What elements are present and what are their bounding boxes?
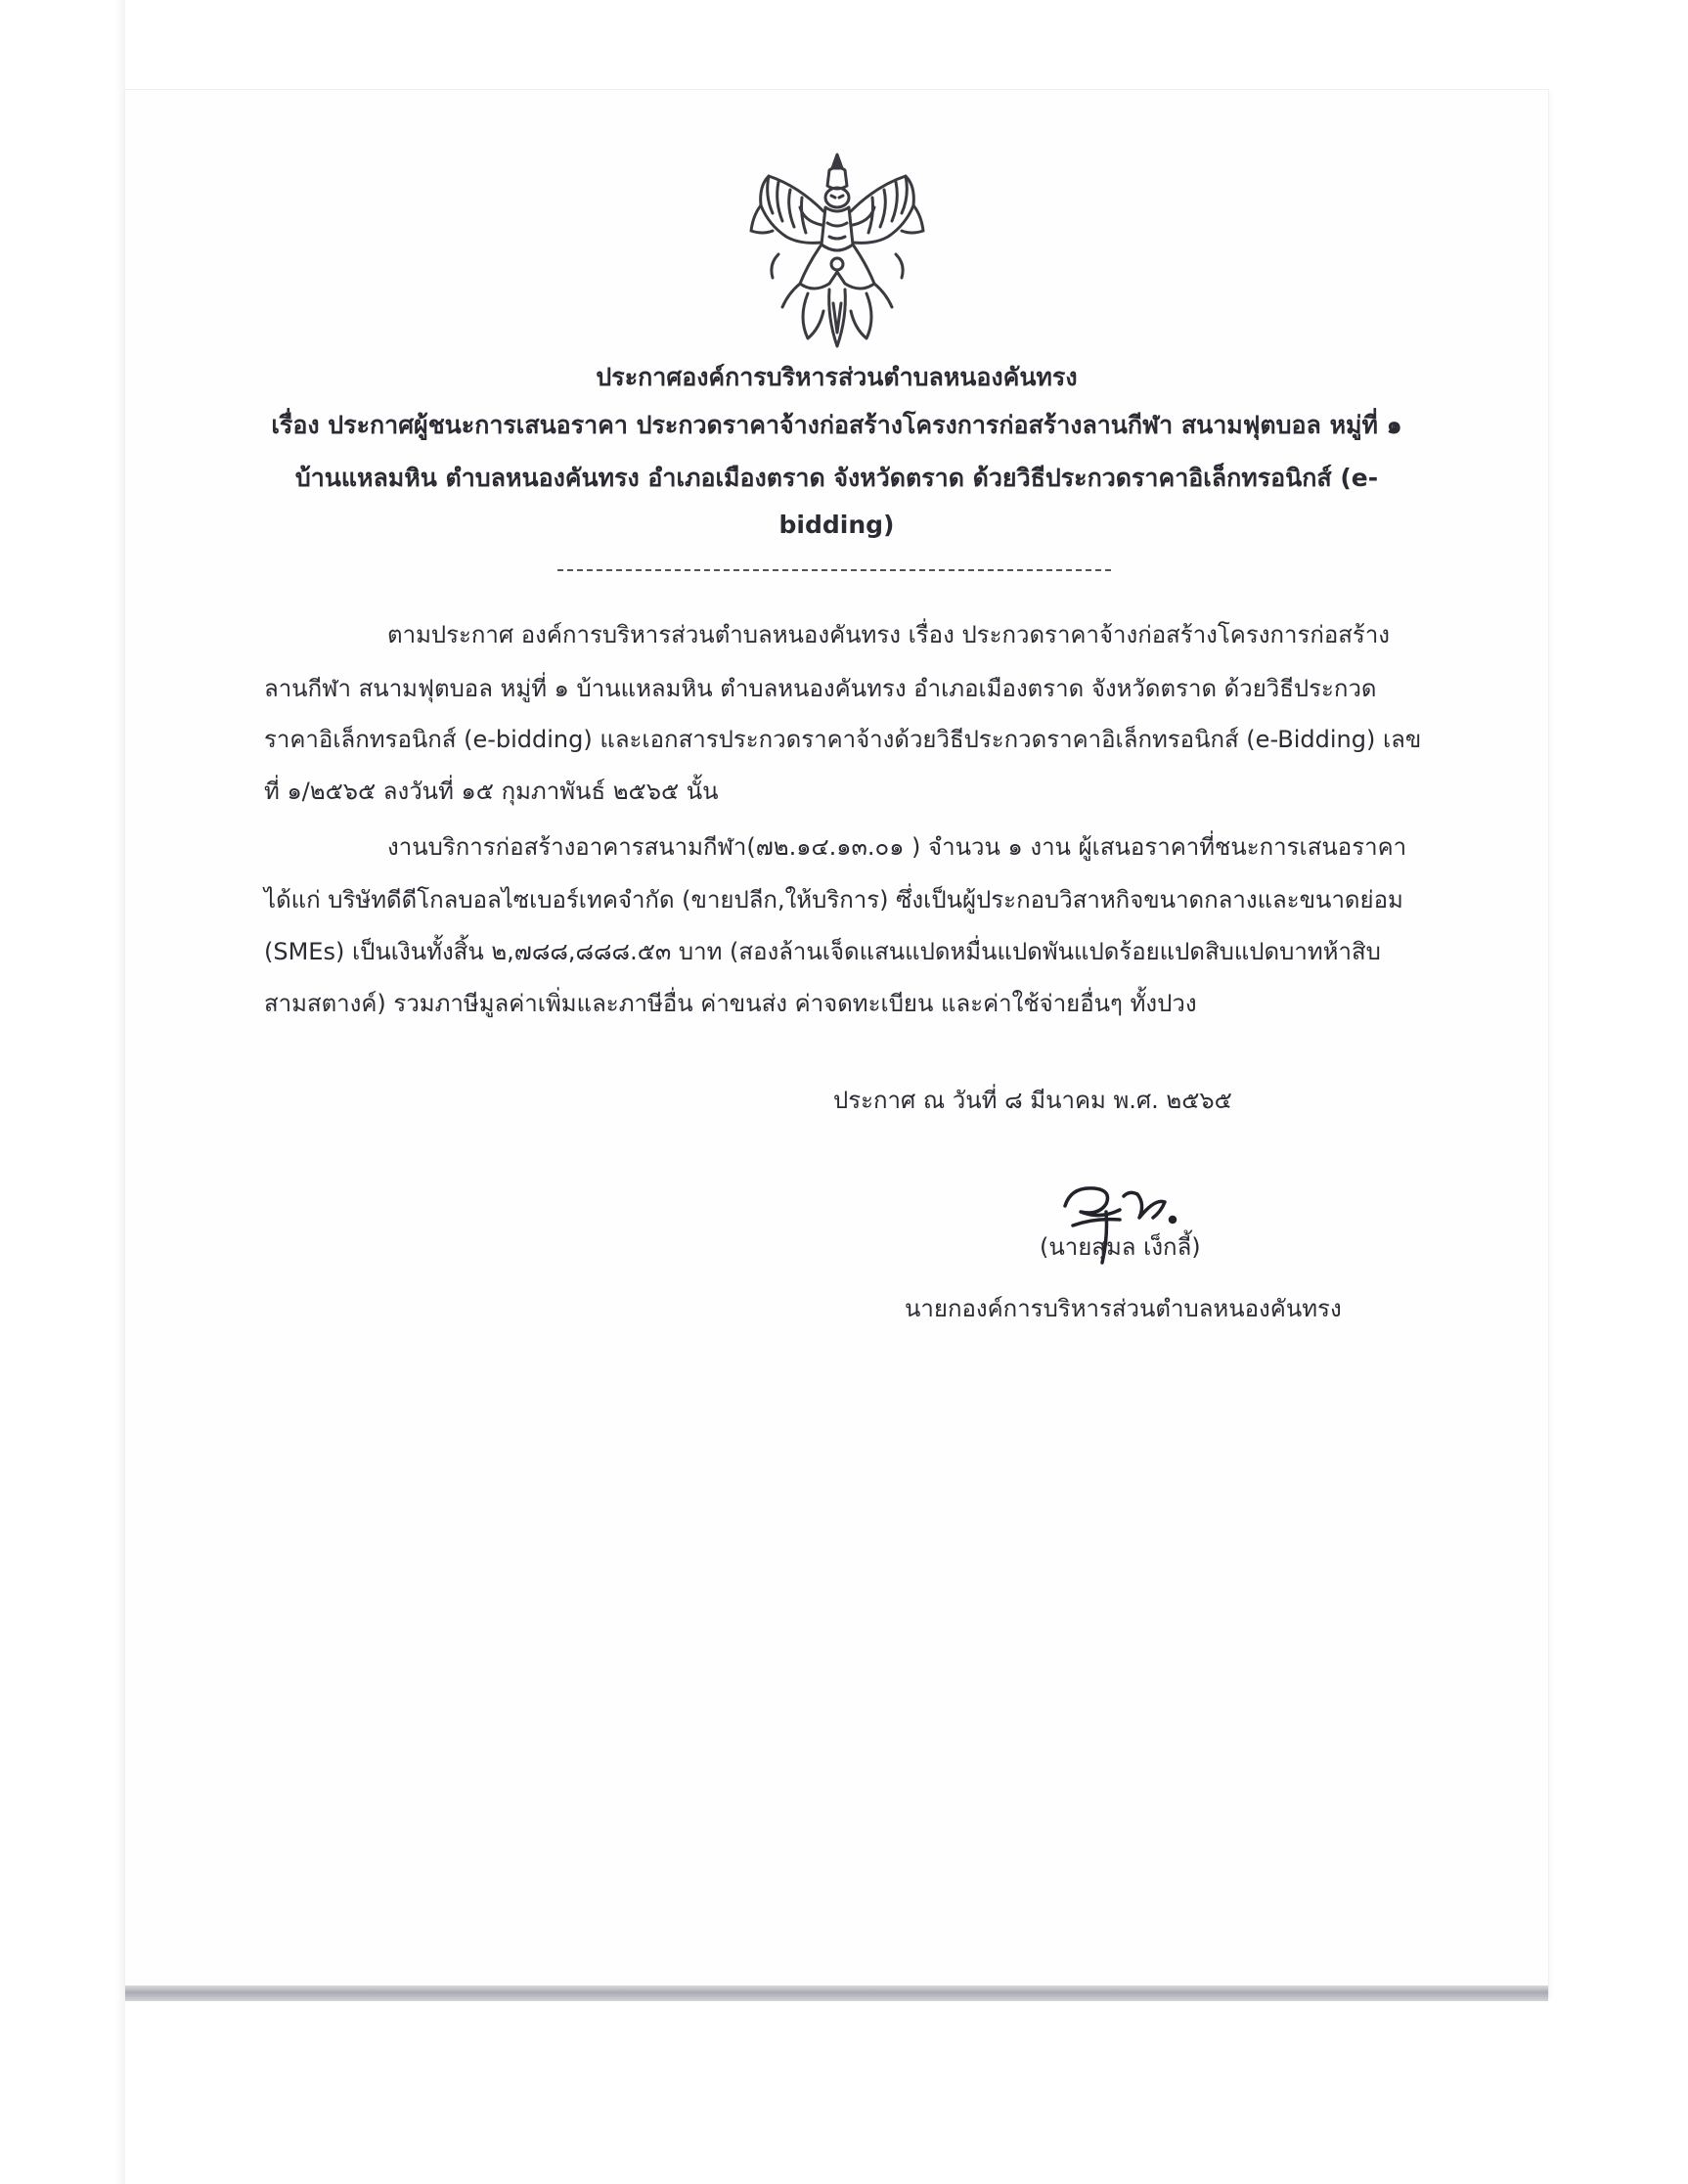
- paragraph-2-line-3: (SMEs) เป็นเงินทั้งสิ้น ๒,๗๘๘,๘๘๘.๕๓ บาท (สองล้านเจ็ดแสนแปดหมื่นแปดพันแปดร้อยแปดสิบแปดบาทห้าสิบ: [264, 938, 1381, 965]
- announcement-date: ประกาศ ณ วันที่ ๘ มีนาคม พ.ศ. ๒๕๖๕: [833, 1087, 1232, 1114]
- signer-name: (นายสุมล เง็กลี้): [1040, 1233, 1201, 1261]
- announcement-title: ประกาศองค์การบริหารส่วนตำบลหนองคันทรง: [596, 363, 1078, 391]
- header-divider: [557, 569, 1111, 571]
- subject-line-2: บ้านแหลมหิน ตำบลหนองคันทรง อำเภอเมืองตราด จังหวัดตราด ด้วยวิธีประกวดราคาอิเล็กทรอนิกส์ (e-: [294, 464, 1379, 492]
- page-bottom-edge: [125, 1985, 1548, 2001]
- paragraph-2-line-1: งานบริการก่อสร้างอาคารสนามกีฬา(๗๒.๑๔.๑๓.๐๑ ) จำนวน ๑ งาน ผู้เสนอราคาที่ชนะการเสนอราคา: [387, 833, 1407, 861]
- signer-title: นายกองค์การบริหารส่วนตำบลหนองคันทรง: [905, 1295, 1342, 1322]
- paragraph-2-line-4: สามสตางค์) รวมภาษีมูลค่าเพิ่มและภาษีอื่น ค่าขนส่ง ค่าจดทะเบียน และค่าใช้จ่ายอื่นๆ ทั้งปวง: [264, 990, 1197, 1017]
- subject-line-1: เรื่อง ประกาศผู้ชนะการเสนอราคา ประกวดราคาจ้างก่อสร้างโครงการก่อสร้างลานกีฬา สนามฟุตบอล หมู่ที่ ๑: [271, 411, 1402, 439]
- paragraph-1-line-4: ที่ ๑/๒๕๖๕ ลงวันที่ ๑๕ กุมภาพันธ์ ๒๕๖๕ นั้น: [264, 778, 719, 805]
- scan-background-left: [0, 0, 125, 2184]
- paragraph-2-line-2: ได้แก่ บริษัทดีดีโกลบอลไซเบอร์เทคจำกัด (ขายปลีก,ให้บริการ) ซึ่งเป็นผู้ประกอบวิสาหกิจขนาดกลางและขนาดย่อม: [264, 886, 1403, 914]
- garuda-emblem-icon: [739, 147, 935, 352]
- paragraph-1-line-3: ราคาอิเล็กทรอนิกส์ (e-bidding) และเอกสารประกวดราคาจ้างด้วยวิธีประกวดราคาอิเล็กทรอนิกส์ (e-Bidding) เลข: [264, 726, 1422, 753]
- subject-line-3: bidding): [778, 511, 895, 539]
- paragraph-1-line-1: ตามประกาศ องค์การบริหารส่วนตำบลหนองคันทรง เรื่อง ประกวดราคาจ้างก่อสร้างโครงการก่อสร้าง: [387, 621, 1391, 648]
- paragraph-1-line-2: ลานกีฬา สนามฟุตบอล หมู่ที่ ๑ บ้านแหลมหิน ตำบลหนองคันทรง อำเภอเมืองตราด จังหวัดตราด ด้วยวิธีประกวด: [264, 675, 1377, 702]
